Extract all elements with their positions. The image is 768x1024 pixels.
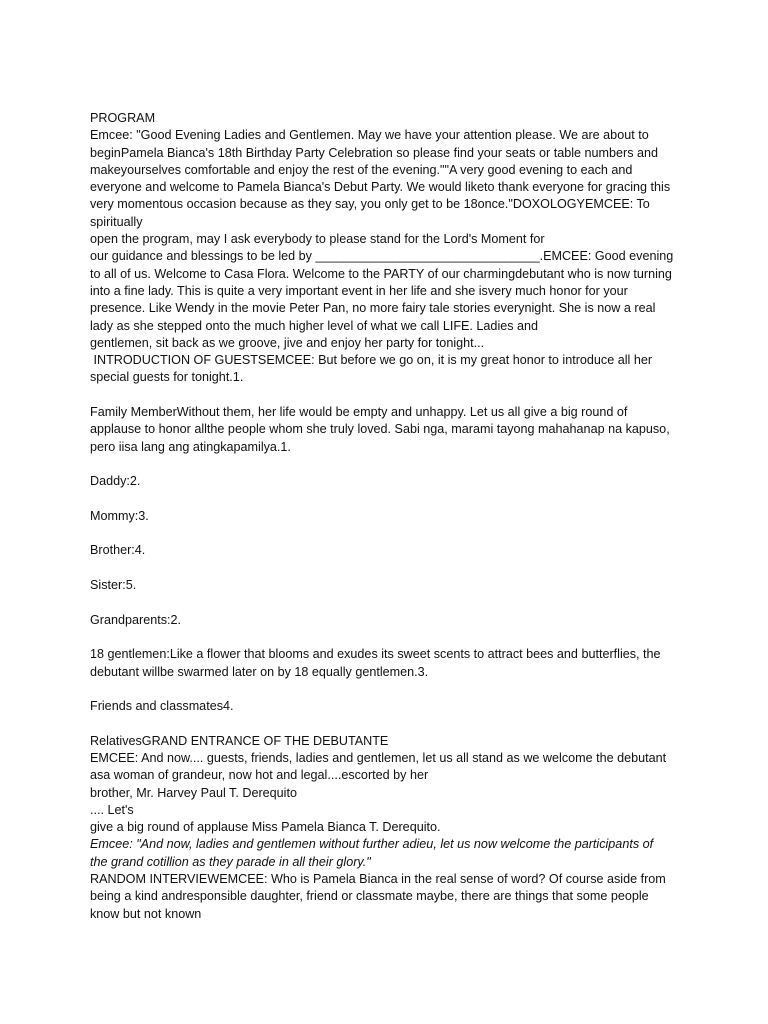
document-page bbox=[90, 110, 682, 923]
text-line: makeyourselves comfortable and enjoy the rest of the evening.""A very good evening to each and bbox=[90, 162, 633, 177]
text-line: applause to honor allthe people whom she truly loved. Sabi nga, marami tayong mahahanap na kapuso, bbox=[90, 422, 670, 437]
text-line: very momentous occasion because as they say, you only get to be 18once."DOXOLOGYEMCEE: To bbox=[90, 197, 650, 212]
text-line: Emcee: "Good Evening Ladies and Gentlemen. May we have your attention please. We are about to bbox=[90, 128, 649, 143]
list-item: Daddy:2. bbox=[90, 474, 141, 489]
italic-text-line: the grand cotillion as they parade in all their glory." bbox=[90, 854, 371, 869]
blank-line bbox=[90, 387, 682, 404]
text-line: everyone and welcome to Pamela Bianca's Debut Party. We would liketo thank everyone for gracing this bbox=[90, 180, 671, 195]
text-line: our guidance and blessings to be led by ________________________________.EMCEE: Good evening bbox=[90, 249, 674, 264]
blank-line bbox=[90, 560, 682, 577]
italic-text-line: Emcee: "And now, ladies and gentlemen without further adieu, let us now welcome the participants of bbox=[90, 837, 654, 852]
text-line: being a kind andresponsible daughter, friend or classmate maybe, there are things that some people bbox=[90, 889, 649, 904]
blank-line bbox=[90, 456, 682, 473]
text-line: presence. Like Wendy in the movie Peter Pan, no more fairy tale stories everynight. She is now a real bbox=[90, 301, 656, 316]
blank-line bbox=[90, 681, 682, 698]
text-line: asa woman of grandeur, now hot and legal....escorted by her bbox=[90, 768, 429, 783]
text-line: RANDOM INTERVIEWEMCEE: Who is Pamela Bianca in the real sense of word? Of course aside from bbox=[90, 872, 666, 887]
blank-line bbox=[90, 715, 682, 732]
text-line: brother, Mr. Harvey Paul T. Derequito bbox=[90, 785, 297, 800]
text-line: special guests for tonight.1. bbox=[90, 370, 244, 385]
section-heading-program: PROGRAM bbox=[90, 111, 156, 125]
text-line: beginPamela Bianca's 18th Birthday Party Celebration so please find your seats or table numbers and bbox=[90, 145, 659, 160]
blank-line bbox=[90, 525, 682, 542]
text-line: to all of us. Welcome to Casa Flora. Welcome to the PARTY of our charmingdebutant who is now turning bbox=[90, 266, 672, 281]
list-item: Mommy:3. bbox=[90, 508, 149, 523]
text-line: know but not known bbox=[90, 906, 202, 921]
text-line: into a fine lady. This is quite a very important event in her life and she isvery much honor for your bbox=[90, 283, 628, 298]
text-line: debutant willbe swarmed later on by 18 equally gentlemen.3. bbox=[90, 664, 429, 679]
blank-line bbox=[90, 594, 682, 611]
text-line: EMCEE: And now.... guests, friends, ladies and gentlemen, let us all stand as we welcome the debutant bbox=[90, 750, 667, 765]
text-line: 18 gentlemen:Like a flower that blooms and exudes its sweet scents to attract bees and butterflies, the bbox=[90, 647, 661, 662]
blank-line bbox=[90, 491, 682, 508]
text-line: lady as she stepped onto the much higher level of what we call LIFE. Ladies and bbox=[90, 318, 539, 333]
list-item: Brother:4. bbox=[90, 543, 146, 558]
blank-line bbox=[90, 629, 682, 646]
text-line: RelativesGRAND ENTRANCE OF THE DEBUTANTE bbox=[90, 733, 389, 748]
text-line: spiritually bbox=[90, 214, 143, 229]
text-line: gentlemen, sit back as we groove, jive and enjoy her party for tonight... bbox=[90, 335, 485, 350]
text-line: pero iisa lang ang atingkapamilya.1. bbox=[90, 439, 291, 454]
list-item: Grandparents:2. bbox=[90, 612, 182, 627]
text-line: give a big round of applause Miss Pamela Bianca T. Derequito. bbox=[90, 820, 441, 835]
text-line: Family MemberWithout them, her life would be empty and unhappy. Let us all give a big round of bbox=[90, 405, 628, 420]
text-line: INTRODUCTION OF GUESTSEMCEE: But before we go on, it is my great honor to introduce all her bbox=[90, 353, 653, 368]
list-item: Sister:5. bbox=[90, 578, 137, 593]
text-line: open the program, may I ask everybody to please stand for the Lord's Moment for bbox=[90, 232, 545, 247]
list-item: Friends and classmates4. bbox=[90, 699, 234, 714]
text-line: .... Let's bbox=[90, 802, 134, 817]
